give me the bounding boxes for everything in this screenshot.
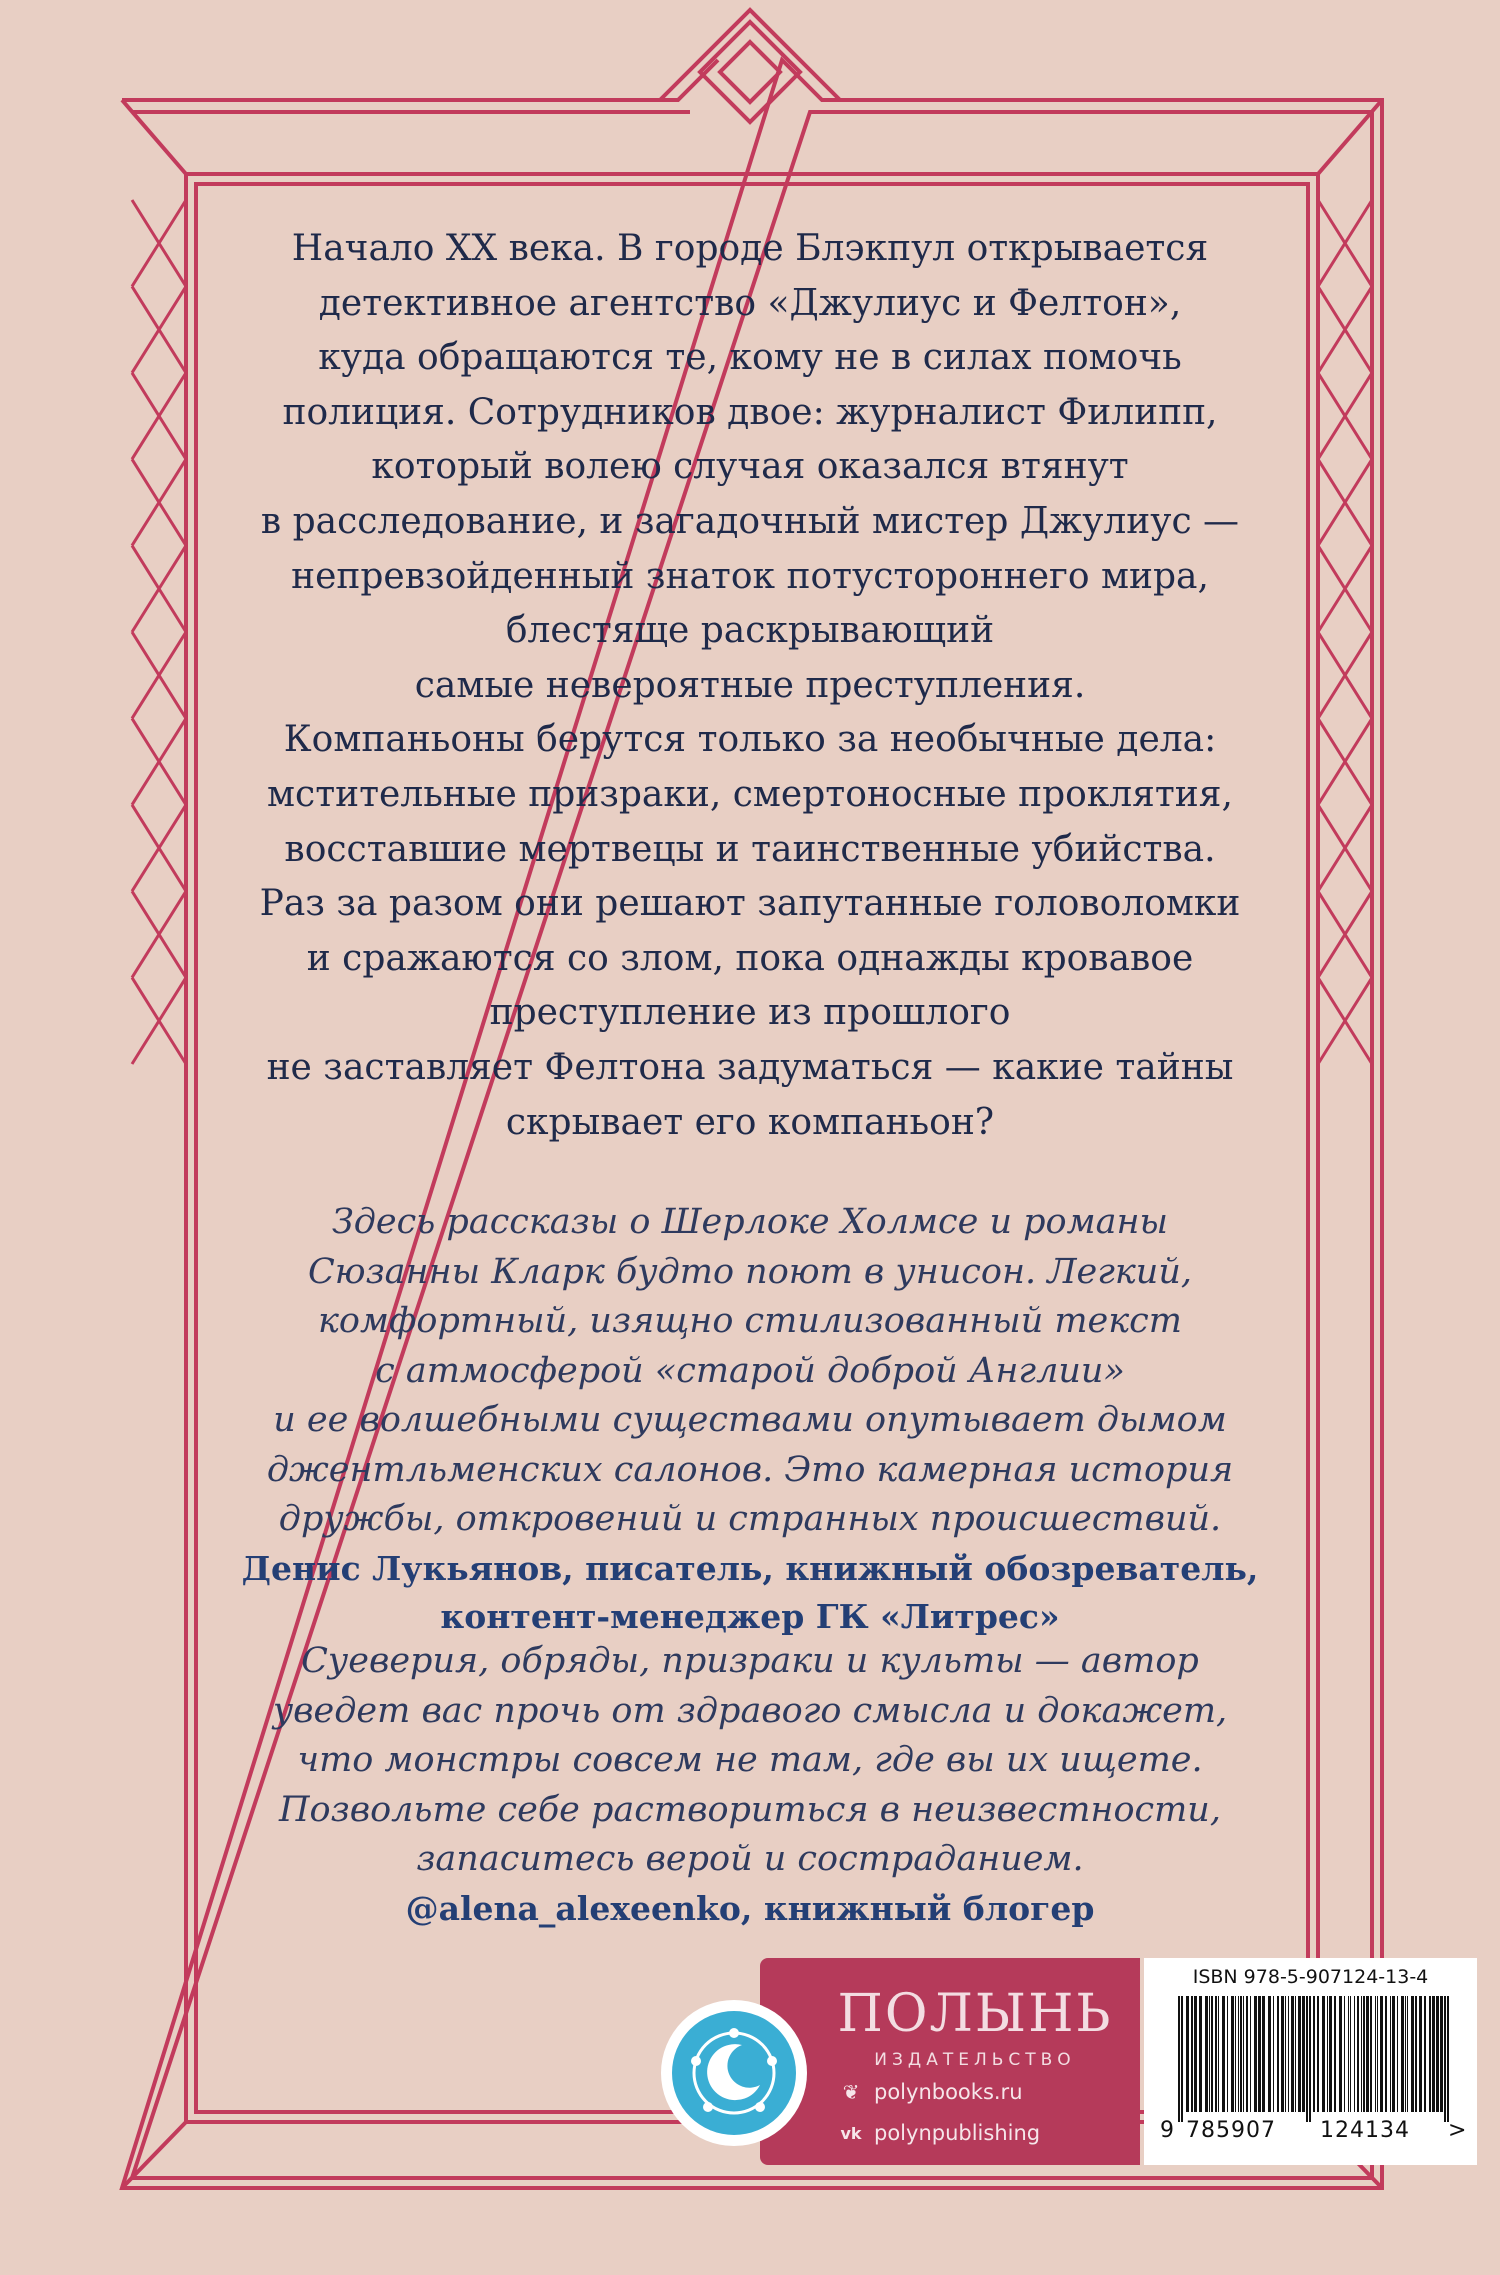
review-signature (200, 1885, 1300, 1933)
text-line: и ее волшебными существами опутывает дымом (273, 1400, 1227, 1440)
publisher-vk-link[interactable] (838, 2121, 1040, 2145)
isbn-text: ISBN 978-5-907124-13-4 (1192, 1966, 1429, 1988)
barcode-bar (1350, 1996, 1351, 2112)
barcode-lead-digit: 9 (1160, 2118, 1174, 2143)
barcode-bar (1209, 1996, 1210, 2112)
barcode-bar (1258, 1996, 1261, 2112)
blurb-text (200, 222, 1300, 1150)
barcode-bar (1291, 1996, 1294, 2112)
barcode-bar (1380, 1996, 1383, 2112)
publisher-vk-text: polynpublishing (874, 2121, 1041, 2145)
text-line: куда обращаются те, кому не в силах помочь (318, 337, 1182, 379)
text-line: преступление из прошлого (489, 992, 1011, 1034)
review-lukyanov (200, 1198, 1300, 1641)
barcode-bar (1254, 1996, 1257, 2112)
barcode-bar (1370, 1996, 1372, 2112)
barcode-bar (1211, 1996, 1213, 2112)
text-line: комфортный, изящно стилизованный текст (318, 1301, 1182, 1341)
text-line: Денис Лукьянов, писатель, книжный обозреватель, (241, 1548, 1259, 1588)
vk-icon: vk (840, 2123, 862, 2143)
barcode-bar (1357, 1996, 1359, 2112)
barcode-bar (1334, 1996, 1336, 2112)
barcode-bar (1181, 1996, 1183, 2122)
barcode-bar (1392, 1996, 1395, 2112)
text-line: мстительные призраки, смертоносные проклятия, (267, 773, 1233, 815)
barcode-bar (1309, 1996, 1311, 2122)
text-line: скрывает его компаньон? (505, 1101, 995, 1143)
barcode-bar (1194, 1996, 1197, 2112)
publisher-site-text: polynbooks.ru (874, 2080, 1023, 2104)
text-line: не заставляет Фелтона задуматься — какие тайны (266, 1046, 1234, 1088)
barcode-bar (1429, 1996, 1431, 2112)
publisher-name: ПОЛЫНЬ (837, 1984, 1113, 2044)
barcode-bar (1363, 1996, 1365, 2112)
text-line: уведет вас прочь от здравого смысла и докажет, (272, 1690, 1228, 1731)
barcode-bar (1424, 1996, 1426, 2112)
barcode-bar (1240, 1996, 1242, 2112)
text-line: контент-менеджер ГК «Литрес» (440, 1596, 1060, 1636)
text-line: запаситесь верой и состраданием. (416, 1839, 1084, 1879)
barcode-bar (1262, 1996, 1265, 2112)
lattice-pattern (132, 200, 186, 1064)
text-line: Здесь рассказы о Шерлоке Холмсе и романы (331, 1202, 1169, 1242)
barcode-bar (1329, 1996, 1332, 2112)
barcode (1158, 1996, 1463, 2122)
barcode-bar (1243, 1996, 1244, 2112)
text-line: что монстры совсем не там, где вы их ищете. (297, 1740, 1203, 1780)
barcode-bar (1447, 1996, 1449, 2122)
barcode-bar (1250, 1996, 1251, 2112)
barcode-bar (1354, 1996, 1355, 2112)
barcode-group-2: 124134 (1320, 2118, 1410, 2143)
review-alexeenko (200, 1637, 1300, 1933)
publisher-subtitle: ИЗДАТЕЛЬСТВО (874, 2050, 1076, 2070)
barcode-bar (1313, 1996, 1315, 2112)
barcode-bar (1306, 1996, 1308, 2122)
barcode-bar (1298, 1996, 1301, 2112)
text-line: Компаньоны берутся только за необычные дела: (283, 719, 1217, 761)
barcode-group-1: 785907 (1186, 2118, 1276, 2143)
text-line: Позвольте себе раствориться в неизвестности, (279, 1789, 1221, 1830)
text-line: Начало XX века. В городе Блэкпул открывается (291, 228, 1209, 269)
barcode-bar (1302, 1996, 1305, 2112)
barcode-bar (1436, 1996, 1439, 2112)
text-line: с атмосферой «старой доброй Англии» (375, 1350, 1125, 1391)
text-line: самые невероятные преступления. (414, 664, 1086, 706)
barcode-bar (1246, 1996, 1248, 2112)
text-line: в расследование, и загадочный мистер Джулиус — (260, 500, 1240, 542)
barcode-bar (1411, 1996, 1414, 2112)
barcode-bar (1295, 1996, 1296, 2112)
barcode-bar (1405, 1996, 1406, 2112)
barcode-bar (1348, 1996, 1349, 2112)
text-line: дружбы, откровений и странных происшествий. (278, 1499, 1222, 1539)
text-line: Сюзанны Кларк будто поют в унисон. Легкий, (307, 1251, 1193, 1292)
barcode-bar (1327, 1996, 1328, 2112)
barcode-bar (1231, 1996, 1234, 2112)
barcode-bar (1397, 1996, 1398, 2112)
barcode-bar (1218, 1996, 1219, 2112)
barcode-tail: > (1448, 2118, 1467, 2143)
barcode-bar (1199, 1996, 1202, 2112)
text-line: блестяще раскрывающий (505, 610, 995, 652)
barcode-bar (1317, 1996, 1319, 2112)
text-line: Раз за разом они решают запутанные головоломки (259, 883, 1241, 925)
barcode-bar (1361, 1996, 1362, 2112)
publisher-site-link[interactable] (838, 2080, 1023, 2104)
barcode-bar (1444, 1996, 1446, 2122)
publisher-logo (661, 2000, 807, 2146)
barcode-bar (1222, 1996, 1225, 2112)
barcode-bar (1186, 1996, 1189, 2112)
leaf-icon: ❦ (842, 2080, 860, 2104)
barcode-bar (1277, 1996, 1279, 2112)
barcode-bar (1432, 1996, 1435, 2112)
text-line: который волею случая оказался втянут (371, 446, 1129, 488)
text-line: полиция. Сотрудников двое: журналист Филипп, (282, 391, 1218, 433)
barcode-bar (1415, 1996, 1417, 2112)
text-line: непревзойденный знаток потустороннего мира, (291, 555, 1209, 597)
barcode-bar (1401, 1996, 1404, 2112)
barcode-bar (1178, 1996, 1180, 2122)
barcode-bar (1281, 1996, 1284, 2112)
barcode-block (1144, 1958, 1477, 2165)
barcode-bar (1375, 1996, 1376, 2112)
barcode-bar (1377, 1996, 1378, 2112)
barcode-bar (1322, 1996, 1325, 2112)
barcode-bar (1215, 1996, 1217, 2112)
barcode-bar (1205, 1996, 1208, 2112)
barcode-bar (1268, 1996, 1271, 2112)
barcode-bar (1235, 1996, 1236, 2112)
text-line: Суеверия, обряды, призраки и культы — автор (301, 1641, 1199, 1681)
text-line: джентльменских салонов. Это камерная история (266, 1449, 1234, 1490)
lattice-pattern (1318, 200, 1372, 1064)
barcode-bar (1366, 1996, 1369, 2112)
publisher-block (760, 1958, 1140, 2165)
barcode-bar (1191, 1996, 1193, 2112)
barcode-bar (1407, 1996, 1408, 2112)
barcode-bar (1344, 1996, 1345, 2112)
barcode-bar (1285, 1996, 1286, 2112)
barcode-bar (1440, 1996, 1443, 2112)
barcode-bar (1419, 1996, 1422, 2112)
barcode-bar (1339, 1996, 1342, 2112)
text-line: и сражаются со злом, пока однажды кровавое (306, 937, 1194, 979)
barcode-bar (1288, 1996, 1289, 2112)
text-line: @alena_alexeenko, книжный блогер (405, 1888, 1095, 1928)
barcode-bar (1273, 1996, 1274, 2112)
text-line: восставшие мертвецы и таинственные убийства. (284, 828, 1216, 870)
barcode-bar (1227, 1996, 1228, 2112)
logo-circle (672, 2011, 796, 2135)
review-signature (200, 1545, 1300, 1641)
text-line: детективное агентство «Джулиус и Фелтон», (318, 282, 1182, 324)
barcode-bar (1385, 1996, 1387, 2112)
barcode-bar (1390, 1996, 1391, 2112)
moon-icon (672, 2011, 796, 2135)
barcode-bar (1238, 1996, 1239, 2112)
